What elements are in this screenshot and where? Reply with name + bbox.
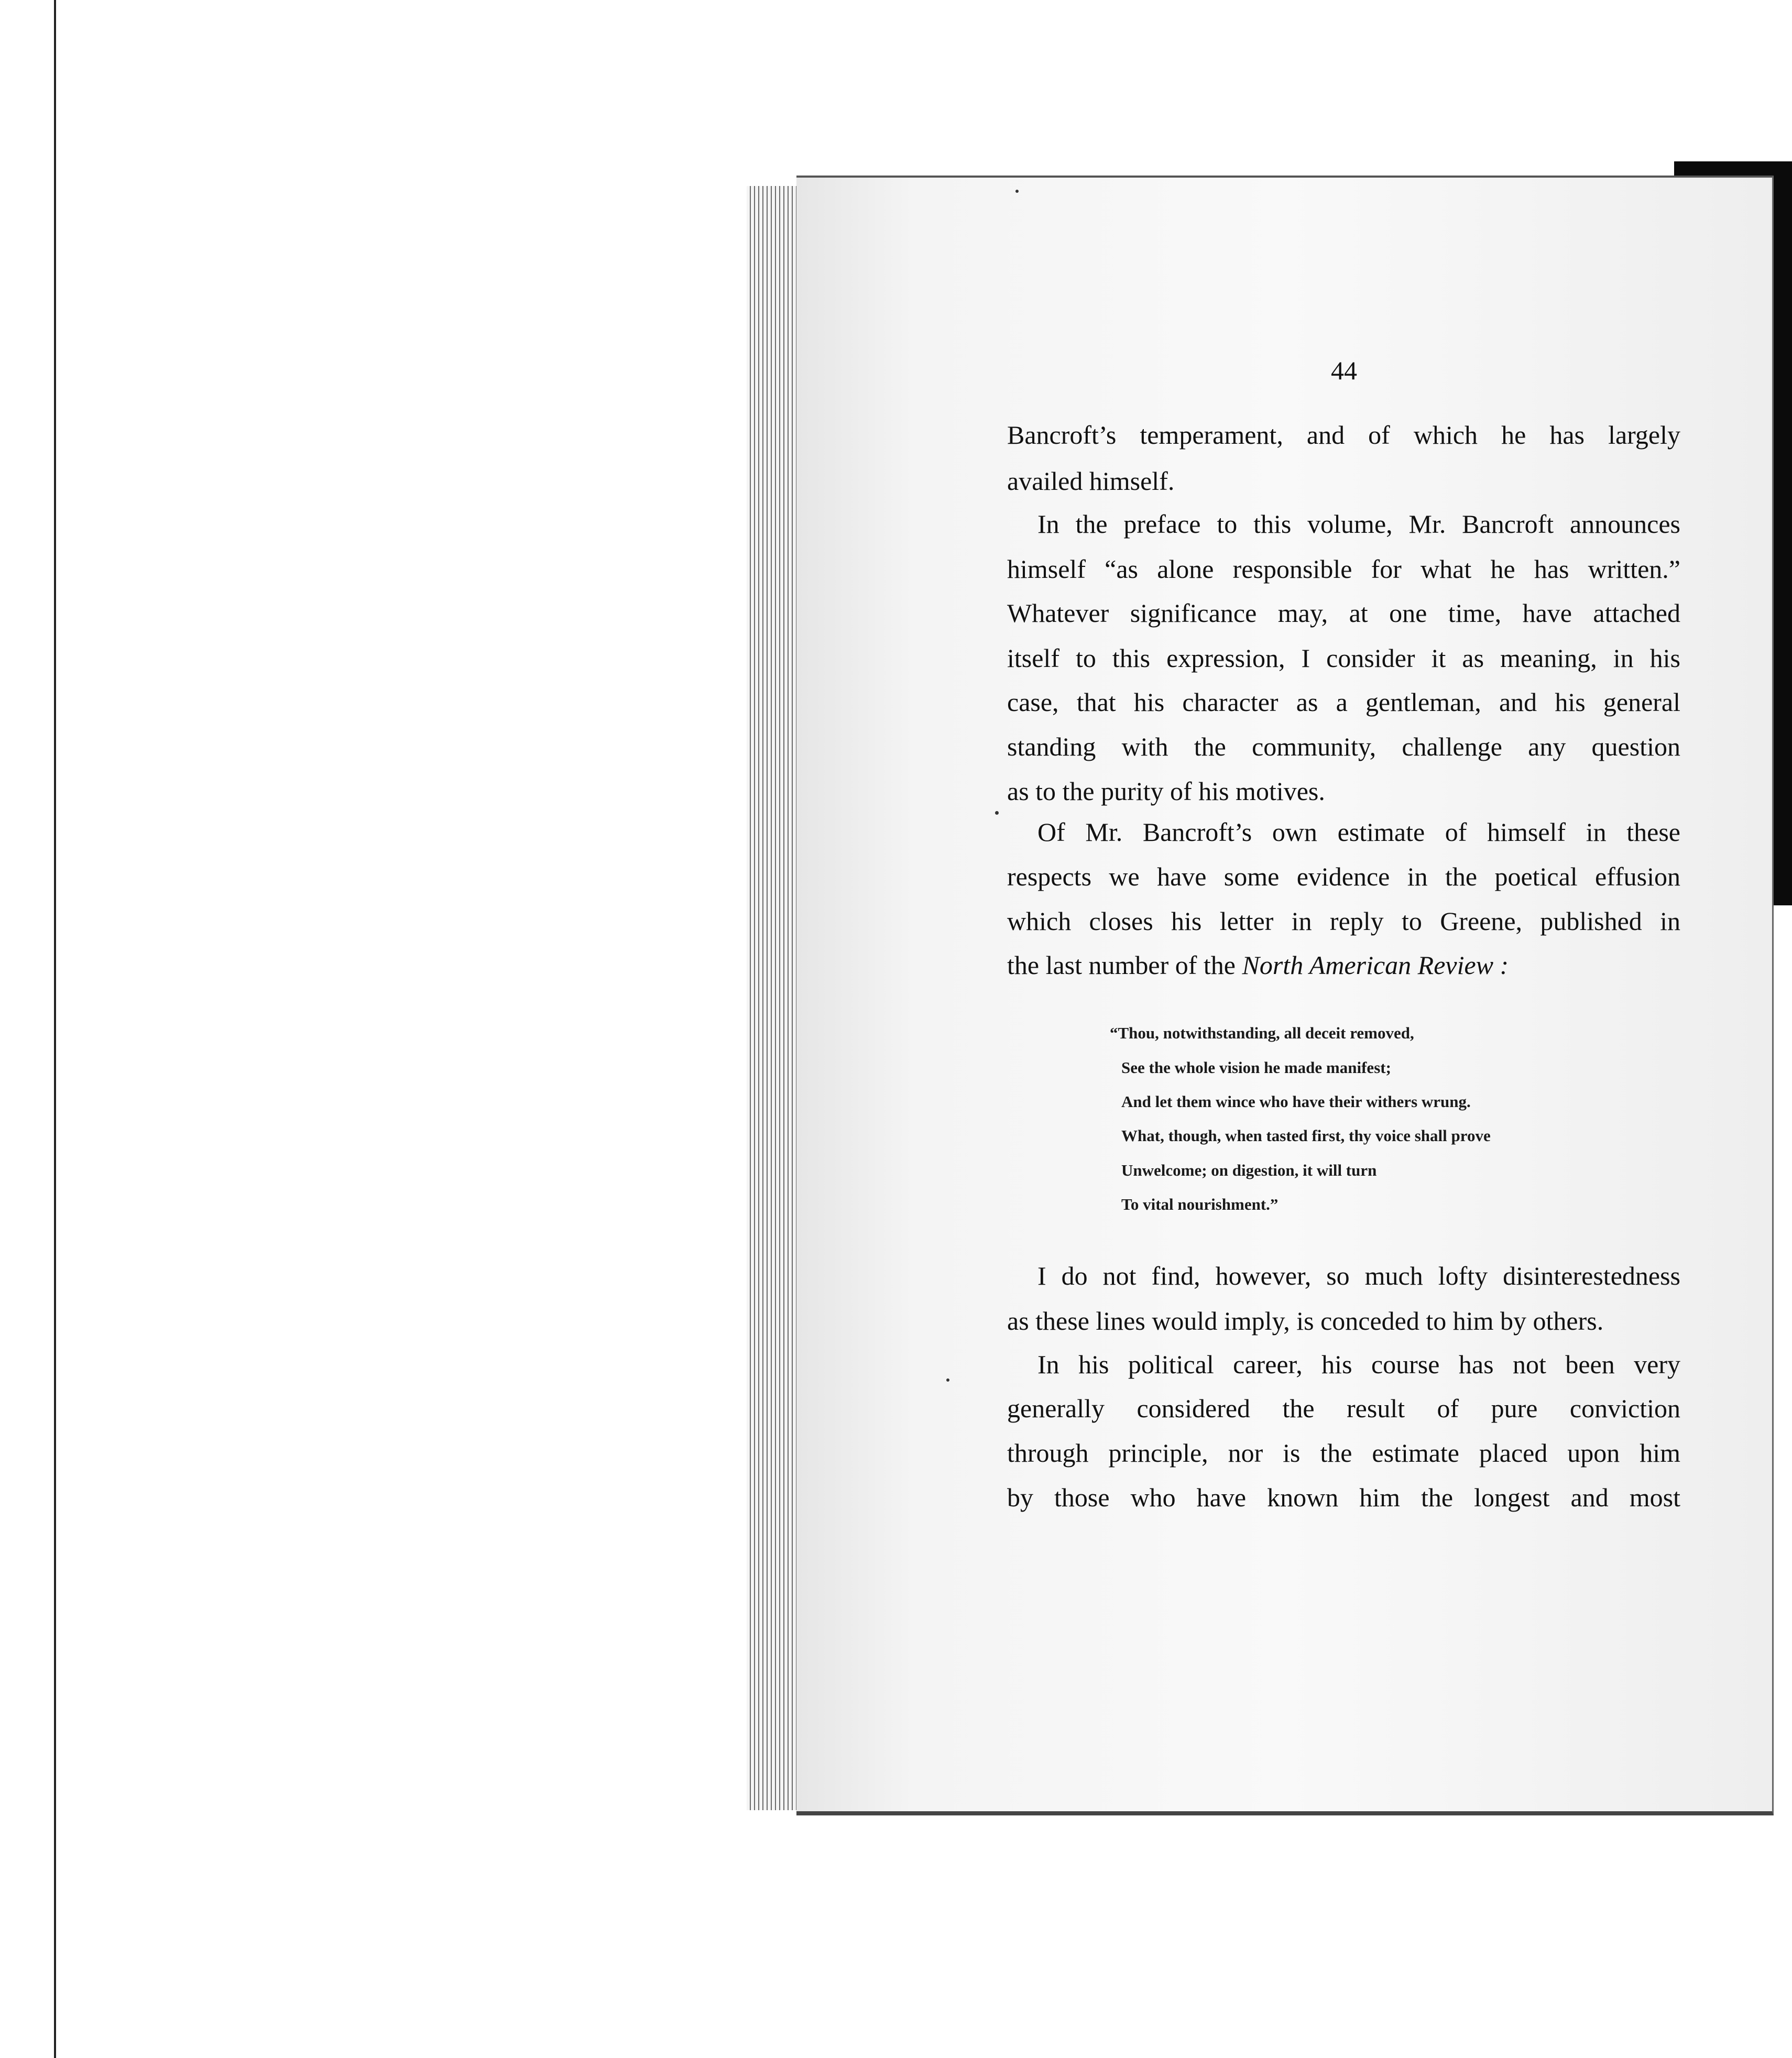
body-line: by those who have known him the longest and most <box>1007 1483 1680 1512</box>
body-line <box>1007 949 1680 981</box>
body-line: through principle, nor is the estimate placed upon him <box>1007 1438 1680 1468</box>
body-line: In his political career, his course has not been very <box>1037 1350 1680 1379</box>
scan-left-border <box>54 0 56 2058</box>
page-number: 44 <box>1331 356 1357 385</box>
body-line: as these lines would imply, is conceded to him by others. <box>1007 1306 1604 1335</box>
body-line: I do not find, however, so much lofty disinterestedness <box>1037 1261 1680 1290</box>
quote-line: Unwelcome; on digestion, it will turn <box>1121 1161 1377 1179</box>
body-line: Whatever significance may, at one time, have attached <box>1007 598 1680 628</box>
review-citation: North American Review : <box>1242 950 1509 980</box>
body-line-text: the last number of the <box>1007 950 1236 980</box>
body-line: In the preface to this volume, Mr. Bancroft announces <box>1037 509 1680 539</box>
scan-speck <box>995 811 999 815</box>
quote-line: To vital nourishment.” <box>1121 1195 1279 1213</box>
body-line: Of Mr. Bancroft’s own estimate of himself in these <box>1037 817 1680 847</box>
scan-speck <box>1015 190 1019 193</box>
body-line: itself to this expression, I consider it as meaning, in his <box>1007 643 1680 673</box>
scan-speck <box>946 1378 949 1382</box>
body-line: availed himself. <box>1007 466 1175 496</box>
body-line: case, that his character as a gentleman, and his general <box>1007 687 1680 717</box>
body-line: as to the purity of his motives. <box>1007 776 1325 806</box>
body-line: standing with the community, challenge any question <box>1007 732 1680 761</box>
quote-line: “Thou, notwithstanding, all deceit removed, <box>1110 1024 1414 1042</box>
book-page-edges <box>747 186 799 1810</box>
quote-line: And let them wince who have their withers wrung. <box>1121 1092 1471 1111</box>
body-line: generally considered the result of pure conviction <box>1007 1394 1680 1423</box>
quote-line: See the whole vision he made manifest; <box>1121 1058 1391 1077</box>
quote-line: What, though, when tasted first, thy voice shall prove <box>1121 1126 1491 1145</box>
body-line: Bancroft’s temperament, and of which he has largely <box>1007 420 1680 450</box>
body-line: which closes his letter in reply to Greene, published in <box>1007 906 1680 936</box>
body-line: himself “as alone responsible for what he has written.” <box>1007 554 1680 584</box>
body-line: respects we have some evidence in the poetical effusion <box>1007 862 1680 891</box>
